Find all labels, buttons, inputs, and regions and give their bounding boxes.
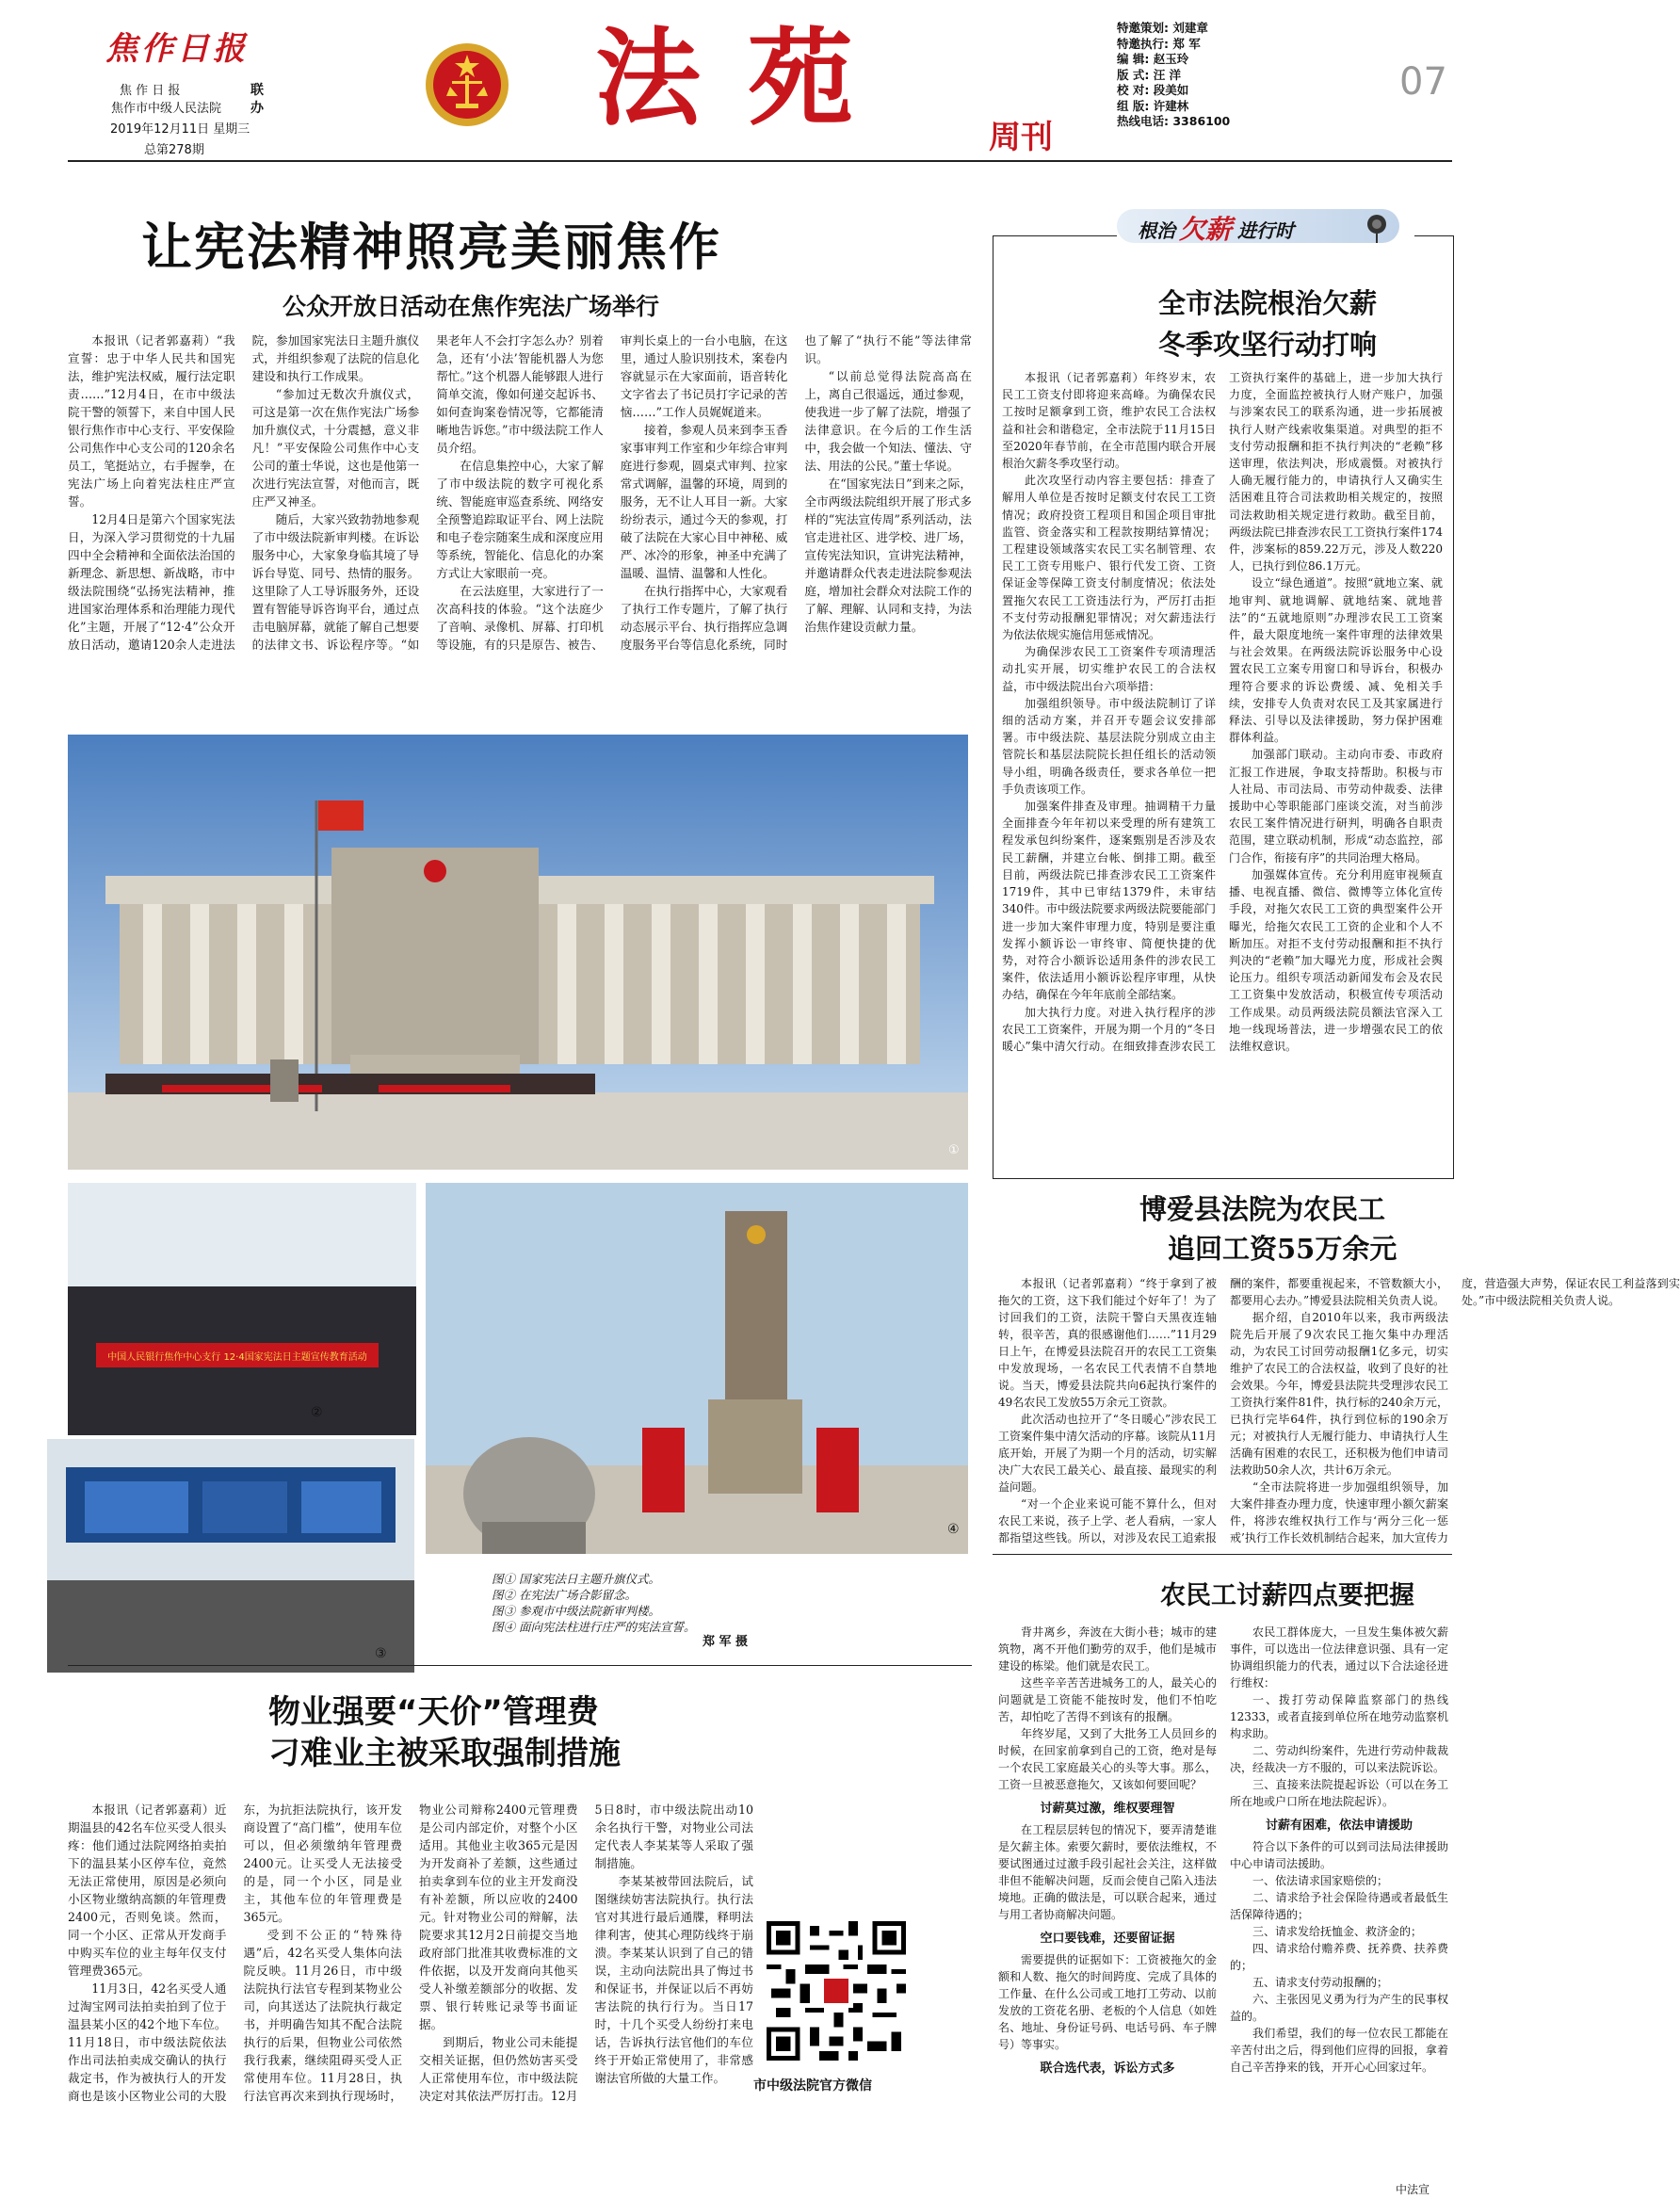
sponsor-1: 焦 作 日 报	[120, 84, 181, 98]
paragraph: 加大执行力度。对进入执行程序的涉农民工工资案件，开展为期一个月的“冬日暖心”集中清欠行动。在细致排查涉农民工工资执行案件的基础上，进一步加大执行力度，全面监控被执行人财产账户，加强与涉案农民工的联系沟通，进一步拓展被执行人财产线索收集渠道。对典型的拒不支付劳动报酬和拒不执行判决的“老赖”移送审理，依法判决，形成震慑。对被执行人确无履行能力的，申请执行人又确实生活困难且符合司法救助相关规定的，按照司法救助相关规定进行救助。截至目前，两级法院已排查涉农民工工资执行案件174件，涉案标的859.22万元，涉及人数220人，已执行到位86.1万元。	[1002, 371, 1443, 1053]
photo-constitution-pillar	[426, 1183, 968, 1554]
paragraph: 设立“绿色通道”。按照“就地立案、就地审判、就地调解、就地结案、就地普法”的“五就地原则”办理涉农民工工资案件，最大限度地统一案件审理的法律效果与社会效果。在两级法院诉讼服务中心设置农民工立案专用窗口和导诉台，积极办理符合要求的诉讼费缓、减、免相关手续，安排专人负责对农民工及其家属进行释法、引导以及法律援助，努力保护困难群体利益。	[1229, 576, 1443, 745]
lead-body	[68, 331, 972, 727]
photo-mark-2: ②	[311, 1405, 323, 1420]
paragraph: 六、主张因见义勇为行为产生的民事权益的。	[1230, 1993, 1448, 2023]
paragraph: 此次活动也拉开了“冬日暖心”涉农民工工资案件集中清欠活动的序幕。该院从11月底开始，开展了为期一个月的活动，切实解决广大农民工最关心、最直接、最现实的利益问题。	[998, 1413, 1217, 1494]
a2-title-2: 追回工资55万余元	[1168, 1233, 1397, 1265]
paragraph: 年终岁尾，又到了大批务工人员回乡的时候，在回家前拿到自己的工资，绝对是每一个农民工家庭最关心的头等大事。那么，工资一旦被恶意拖欠，又该如何要回呢？	[998, 1727, 1217, 1791]
paragraph: 李某某被带回法院后，试图继续妨害法院执行。执行法官对其进行最后通牒，释明法律利害，使其心理防线终于崩溃。李某某认识到了自己的错误，主动向法院出具了悔过书和保证书，并保证以后不再妨害法院的执行行为。当日17时，十几个买受人纷纷打来电话，告诉执行法官他们的车位终于开始正常使用了，非常感谢法官所做的大量工作。	[594, 1874, 753, 2085]
paragraph: 二、劳动纠纷案件，先进行劳动仲裁裁决，经裁决一方不服的，可以来法院诉讼。	[1230, 1744, 1448, 1774]
caption-3: 图③ 参观市中级法院新审判楼。	[492, 1604, 660, 1618]
subheading: 联合选代表，诉讼方式多	[1040, 2062, 1175, 2076]
a1-title-2: 冬季攻坚行动打响	[1158, 329, 1378, 361]
paragraph: 为确保涉农民工工资案件专项清理活动扎实开展，切实维护农民工的合法权益，市中级法院出台六项举措：	[1002, 645, 1216, 693]
a2-bottom-rule	[993, 1554, 1452, 1555]
paragraph: 背井离乡，奔波在大街小巷；城市的建筑物，离不开他们勤劳的双手，他们是城市建设的栋梁。他们就是农民工。	[998, 1625, 1217, 1673]
paragraph: 三、请求发给抚恤金、救济金的；	[1252, 1925, 1423, 1938]
a1-body	[1002, 369, 1443, 1170]
photo-mark-3: ③	[375, 1646, 387, 1661]
staff-line: 版 式: 汪 洋	[1117, 67, 1182, 82]
paragraph: 加强案件排查及审理。抽调精干力量全面排查今年年初以来受理的所有建筑工程发承包纠纷案件，逐案甄别是否涉及农民工薪酬，并建立台帐、倒排工期。截至目前，两级法院已排查涉农民工工资案件1719件，其中已审结1379件，未审结340件。市中级法院要求两级法院要能部门进一步加大案件审理力度，特别是要注重发挥小额诉讼一审终审、简便快捷的优势，对符合小额诉讼适用条件的涉农民工案件，依法适用小额诉讼程序审理，从快办结，确保在今年年底前全部结案。	[1002, 800, 1216, 1002]
a3-body	[998, 1624, 1448, 2174]
paragraph: 到期后，物业公司未能提交相关证据，但仍然妨害买受人正常使用车位，市中级法院决定对其依法严厉打击。12月5日8时，市中级法院出动10余名执行干警，对物业公司法定代表人李某某等人采取了强制措施。	[419, 1803, 753, 2103]
lead-subtitle: 公众开放日活动在焦作宪法广场举行	[283, 293, 660, 320]
banner-right: 进行时	[1237, 219, 1294, 242]
masthead	[0, 0, 1510, 160]
subheading: 讨薪有困难，依法申请援助	[1265, 1819, 1413, 1833]
staff-line: 特邀策划: 刘建章	[1117, 21, 1208, 35]
issue-date: 2019年12月11日 星期三	[110, 122, 250, 137]
staff-line: 校 对: 段美如	[1117, 83, 1189, 97]
paragraph: 接着，参观人员来到李玉香家事审判工作室和少年综合审判庭进行参观，圆桌式审判、拉家常式调解，温馨的环境，周到的服务，无不让人耳目一新。大家纷纷表示，通过今天的参观，打破了法院在大家心目中神秘、威严、冰冷的形象，神圣中充满了温暖、温情、温馨和人性化。	[620, 423, 788, 580]
paragraph: 加强部门联动。主动向市委、市政府汇报工作进展，争取支持帮助。积极与市人社局、市司法局、市劳动仲裁委、法律援助中心等职能部门座谈交流，对当前涉农民工案件情况进行研判，明确各自职责范围，建立联动机制，形成“动态监控，部门合作，衔接有序”的共同治理大格局。	[1229, 748, 1443, 865]
subheading: 空口要钱难，还要留证据	[1040, 1932, 1175, 1946]
host-label: 办	[250, 101, 264, 116]
photo-banner: 中国人民银行焦作中心支行 12·4国家宪法日主题宣传教育活动	[107, 1352, 367, 1363]
qr-caption: 市中级法院官方微信	[753, 2078, 872, 2094]
paragraph: 受到不公正的“特殊待遇”后，42名买受人集体向法院反映。11月26日，市中级法院执行法官专程到某物业公司，向其送达了法院执行裁定书，并明确告知其不配合法院执行的后果，但物业公司依然我行我素，继续阻碍买受人正常使用车位。11月28日，执行法官再次来到执行现场时，物业公司辩称2400元管理费是公司内部定价，对整个小区适用。其他业主收365元是因为开发商补了差额，这些通过拍卖拿到车位的业主开发商没有补差额，所以应收的2400元。针对物业公司的辩解，法院要求其12月2日前提交当地政府部门批准其收费标准的文件依据，以及开发商向其他买受人补缴差额部分的收据、发票、银行转账记录等书面证据。	[243, 1803, 578, 2103]
paragraph: 三、直接来法院提起诉讼（可以在务工所在地或户口所在地法院起诉）。	[1230, 1778, 1448, 1808]
staff-line: 热线电话: 3386100	[1117, 114, 1231, 128]
paragraph: “全市法院将进一步加强组织领导，加大案件排查办理力度，快速审理小额欠薪案件，将涉农维权执行工作与‘两分三化一惩戒’执行工作长效机制结合起来，加大宣传力度，营造强大声势，保证农民工利益落到实处。”市中级法院相关负责人说。	[1230, 1277, 1680, 1544]
rose-icon	[1360, 211, 1394, 243]
paragraph: 本报讯（记者郭嘉莉）年终岁末，农民工工资支付即将迎来高峰。为确保农民工按时足额拿到工资，维护农民工合法权益和社会和谐稳定，全市法院于11月15日至2020年春节前，在全市范围内联合开展根治欠薪冬季攻坚行动。	[1002, 371, 1216, 471]
paragraph: 农民工群体庞大，一旦发生集体被欠薪事件，可以选出一位法律意识强、具有一定协调组织能力的代表，通过以下合法途径进行维权：	[1230, 1625, 1448, 1690]
paragraph: 11月3日，42名买受人通过淘宝网司法拍卖拍到了位于温县某小区的42个地下车位。11月18日，市中级法院依法作出司法拍卖成交确认的执行裁定书，作为被执行人的开发商也是该小区物业公司的大股东，为抗拒法院执行，该开发商设置了“高门槛”，使用车位可以，但必须缴纳年管理费2400元。让买受人无法接受的是，同一个小区，同是业主，其他车位的年管理费是365元。	[68, 1803, 402, 2103]
paragraph: 加强组织领导。市中级法院制订了详细的活动方案，并召开专题会议安排部署。市中级法院、基层法院分别成立由主管院长和基层法院院长担任组长的活动领导小组，明确各级责任，要求各单位一把手负责该项工作。	[1002, 696, 1216, 796]
a2-title-1: 博爱县法院为农民工	[1139, 1193, 1386, 1225]
lead-title: 让宪法精神照亮美丽焦作	[141, 218, 721, 277]
staff-line: 组 版: 许建林	[1117, 98, 1189, 113]
lead-bottom-rule	[68, 1665, 972, 1666]
photo-group	[68, 1183, 416, 1435]
staff-line: 编 辑: 赵玉玲	[1117, 52, 1189, 66]
paragraph: 一、拨打劳动保障监察部门的热线12333，或者直接到单位所在地劳动监察机构求助。	[1230, 1693, 1448, 1740]
photo-hall	[47, 1439, 414, 1673]
paragraph: “参加过无数次升旗仪式，可这是第一次在焦作宪法广场参加升旗仪式，十分震撼，意义非凡！”平安保险公司焦作中心支公司的董士华说，这也是他第一次进行宪法宣誓，对他而言，既庄严又神圣。	[251, 387, 420, 509]
joint-label: 联	[250, 83, 264, 98]
page-number: 07	[1399, 60, 1447, 104]
paragraph: 四、请求给付赡养费、抚养费、扶养费的；	[1230, 1942, 1448, 1972]
paragraph: 12月4日是第六个国家宪法日，为深入学习贯彻党的十九届四中全会精神和全面依法治国的新理念、新思想、新战略，市中级法院围绕“弘扬宪法精神，推进国家治理体系和治理能力现代化”主题，开展了“12·4”公众开放日活动，邀请120余人走进法院，参加国家宪法日主题升旗仪式，并组织参观了法院的信息化建设和执行工作成果。	[68, 333, 420, 652]
a2-body	[998, 1275, 1680, 1548]
paragraph: 在“国家宪法日”到来之际，全市两级法院组织开展了形式多样的“宪法宣传周”系列活动，法官走进社区、进学校、进厂场，宣传宪法知识，宣讲宪法精神，并邀请群众代表走进法院参观法庭，增加社会群众对法院工作的了解、理解、认同和支持，为法治焦作建设贡献力量。	[804, 477, 972, 634]
sponsor-2: 焦作市中级人民法院	[111, 102, 222, 116]
paragraph: 一、依法请求国家赔偿的；	[1252, 1874, 1389, 1887]
a3-source: 中法宣	[1396, 2183, 1430, 2196]
property-title-2: 刁难业主被采取强制措施	[268, 1735, 621, 1772]
photo-mark-1: ①	[948, 1143, 960, 1157]
staff-list	[1117, 21, 1230, 130]
paragraph: 在信息集控中心，大家了解了市中级法院的数字可视化系统、智能庭审巡查系统、网络安全预警追踪取证平台、网上法院和电子卷宗随案生成和深度应用等系统，智能化、信息化的办案方式让大家眼前一亮。	[436, 459, 604, 580]
banner-mid: 欠薪	[1179, 214, 1233, 245]
paragraph: 此次攻坚行动内容主要包括：排查了解用人单位是否按时足额支付农民工工资情况；政府投资工程项目和国企项目审批监管、资金落实和工程款按期结算情况；工程建设领域落实农民工实名制管理、农民工工资专用账户、银行代发工资、工资保证金等保障工资支付制度情况；依法处置拖欠农民工工资违法行为，严厉打击拒不支付劳动报酬犯罪情况；对欠薪违法行为依法依规实施信用惩戒情况。	[1002, 474, 1216, 642]
photo-flag-raising	[68, 735, 968, 1170]
property-body	[68, 1801, 753, 2170]
paragraph: 这些辛辛苦苦进城务工的人，最关心的问题就是工资能不能按时发，他们不怕吃苦，却怕吃了苦得不到该有的报酬。	[998, 1676, 1217, 1723]
paragraph: 本报讯（记者郭嘉莉）近期温县的42名车位买受人很头疼：他们通过法院网络拍卖拍下的温县某小区停车位，竟然无法正常使用，原因是必须向小区物业缴纳高额的年管理费2400元，否则免谈。然而，同一个小区、正常从开发商手中购买车位的业主每年仅支付管理费365元。	[68, 1803, 227, 1978]
photographer: 郑 军 摄	[703, 1635, 749, 1649]
banner-left: 根治	[1138, 219, 1175, 242]
qr-code	[767, 1921, 906, 2061]
paragraph: 随后，大家兴致勃勃地参观了市中级法院新审判楼。在诉讼服务中心，大家象身临其境了导诉台导览、同号、热情的服务。这里除了人工导诉服务外，还设置有智能导诉咨询平台，通过点击电脑屏幕，就能了解自己想要的法律文书、诉讼程序等。“如果老年人不会打字怎么办？别着急，还有‘小法’智能机器人为您帮忙。”这个机器人能够跟人进行简单交流，像如何递交起诉书、如何查询案卷情况等，它都能清晰地告诉您。”市中级法院工作人员介绍。	[251, 333, 604, 652]
court-emblem	[422, 40, 512, 130]
a3-title: 农民工讨薪四点要把握	[1160, 1581, 1414, 1610]
paragraph: 加强媒体宣传。充分利用庭审视频直播、电视直播、微信、微博等立体化宣传手段，对拖欠农民工工资的典型案件公开曝光，给拖欠农民工工资的企业和个人不断加压。对拒不支付劳动报酬和拒不执行判决的“老赖”加大曝光力度，形成社会舆论压力。组织专项活动新闻发布会及农民工工资集中发放活动，积极宣传专项活动工作成果。动员两级法院员额法官深入工地一线现场普法，进一步增强农民工的依法维权意识。	[1229, 867, 1443, 1053]
masthead-divider	[68, 160, 1452, 162]
issue-number: 总第278期	[144, 143, 204, 157]
caption-2: 图② 在宪法广场合影留念。	[492, 1588, 637, 1602]
paragraph: 在执行指挥中心，大家观看了执行工作专题片，了解了执行动态展示平台、执行指挥应急调度服务平台等信息化系统，同时也了解了“执行不能”等法律常识。	[620, 333, 972, 652]
paragraph: “对一个企业来说可能不算什么，但对农民工来说，孩子上学、老人看病，一家人都指望这些钱。所以，对涉及农民工追索报酬的案件，都要重视起来，不管数额大小，都要用心去办。”博爱县法院相关负责人说。	[998, 1277, 1448, 1544]
section-subtitle: 周刊	[989, 119, 1053, 156]
paragraph: 本报讯（记者郭嘉莉）“终于拿到了被拖欠的工资，这下我们能过个好年了！为了讨回我们的工资，法院干警白天黑夜连轴转，很辛苦，真的很感谢他们……”11月29日上午，在博爱县法院召开的农民工工资集中发放现场，一名农民工代表情不自禁地说。当天，博爱县法院共向6起执行案件的49名农民工发放55万余元工资款。	[998, 1277, 1217, 1409]
photo-mark-4: ④	[947, 1522, 960, 1537]
property-title-1: 物业强要“天价”管理费	[268, 1693, 599, 1731]
paragraph: 本报讯（记者郭嘉莉）“我宣誓：忠于中华人民共和国宪法，维护宪法权威，履行法定职责……”12月4日，在市中级法院干警的领誓下，来自中国人民银行焦作市中心支行、平安保险公司焦作中心支公司的120余名员工，笔挺站立，右手握拳，在宪法广场上向着宪法柱庄严宣誓。	[68, 333, 235, 509]
paragraph: 在云法庭里，大家进行了一次高科技的体验。“这个法庭少了音响、录像机、屏幕、打印机等设施，有的只是原告、被告、审判长桌上的一台小电脑，在这里，通过人脸识别技术，案卷内容就显示在大家面前，语音转化文字省去了书记员打字记录的苦恼……”工作人员娓娓道来。	[436, 333, 788, 652]
a1-title-1: 全市法院根治欠薪	[1158, 287, 1378, 319]
staff-line: 特邀执行: 郑 军	[1117, 36, 1201, 51]
subheading: 讨薪莫过激，维权要理智	[1040, 1802, 1175, 1816]
banner-arrears	[1117, 205, 1414, 249]
paragraph: 据介绍，自2010年以来，我市两级法院先后开展了9次农民工拖欠集中办理活动，为农民工讨回劳动报酬1亿多元，切实维护了农民工的合法权益，收到了良好的社会效果。今年，博爱县法院共受理涉农民工工资执行案件81件，执行标的240余万元，已执行完毕64件，执行到位标的190余万元；对被执行人无履行能力、申请执行人生活确有困难的农民工，还积极为他们申请司法救助50余人次，共计6万余元。	[1230, 1311, 1448, 1477]
paragraph: 五、请求支付劳动报酬的；	[1252, 1976, 1389, 1989]
paragraph: 二、请求给予社会保险待遇或者最低生活保障待遇的；	[1230, 1891, 1448, 1921]
paragraph: 符合以下条件的可以到司法局法律援助中心申请司法援助。	[1230, 1840, 1448, 1870]
paragraph: “以前总觉得法院高高在上，离自己很遥远，通过参观，使我进一步了解了法院，增强了法律意识。在今后的工作生活中，我会做一个知法、懂法、守法、用法的公民。”董士华说。	[804, 369, 972, 473]
photo-captions	[492, 1571, 695, 1635]
paper-name-logo: 焦作日报	[105, 30, 249, 68]
paragraph: 需要提供的证据如下：工资被拖欠的金额和人数、拖欠的时间跨度、完成了具体的工作量、在什么公司或工地打工劳动、以前发放的工资花名册、老板的个人信息（如姓名、地址、身份证号码、电话号码、车子牌号）等事实。	[998, 1953, 1217, 2051]
section-title: 法苑	[595, 17, 900, 140]
paragraph: 我们希望，我们的每一位农民工都能在辛苦付出之后，得到他们应得的回报，拿着自己辛苦挣来的钱，开开心心回家过年。	[1230, 2027, 1448, 2074]
caption-1: 图① 国家宪法日主题升旗仪式。	[492, 1572, 660, 1586]
paragraph: 在工程层层转包的情况下，要弄清楚谁是欠薪主体。索要欠薪时，要依法维权，不要试图通过过激手段引起社会关注，这样做非但不能解决问题，反而会使自己陷入违法境地。正确的做法是，可以联合起来，通过与用工者协商解决问题。	[998, 1823, 1217, 1921]
caption-4: 图④ 面向宪法柱进行庄严的宪法宣誓。	[492, 1620, 696, 1634]
